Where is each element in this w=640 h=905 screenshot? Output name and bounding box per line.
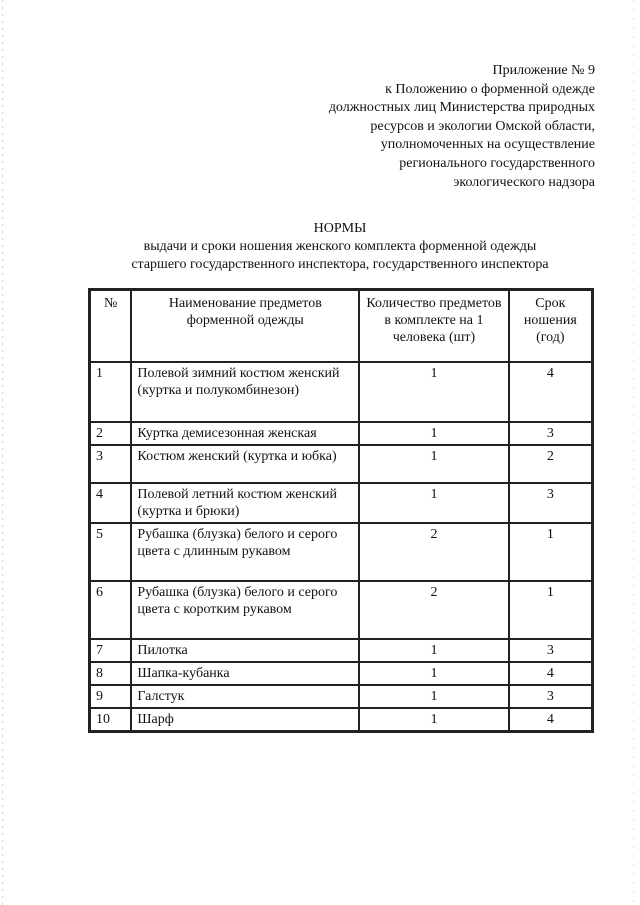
scan-edge-right: [633, 0, 634, 905]
cell-name: Рубашка (блузка) белого и серого цвета с коротким рукавом: [131, 581, 359, 639]
cell-term: 1: [509, 523, 592, 581]
appendix-line: уполномоченных на осуществление: [380, 137, 595, 153]
cell-term: 2: [509, 445, 592, 483]
cell-qty: 1: [359, 483, 508, 523]
cell-num: 5: [90, 523, 131, 581]
appendix-line: ресурсов и экологии Омской области,: [370, 118, 595, 134]
heading-subtitle: старшего государственного инспектора, государственного инспектора: [131, 257, 549, 272]
cell-term: 3: [509, 422, 592, 445]
appendix-line: экологического надзора: [453, 174, 595, 190]
cell-name: Полевой летний костюм женский (куртка и брюки): [131, 483, 359, 523]
heading-subtitle: выдачи и сроки ношения женского комплекта форменной одежды: [143, 239, 537, 254]
cell-term: 3: [509, 685, 592, 708]
document-heading: [85, 220, 595, 274]
heading-title: НОРМЫ: [313, 221, 367, 236]
table-row: [90, 523, 592, 581]
table-row: [90, 445, 592, 483]
table-row: [90, 483, 592, 523]
appendix-block: [255, 62, 595, 192]
table-body: [90, 362, 592, 731]
table-row: [90, 362, 592, 422]
cell-name: Полевой зимний костюм женский (куртка и полукомбинезон): [131, 362, 359, 422]
table-header-row: [90, 290, 592, 362]
table-row: [90, 662, 592, 685]
table-row: [90, 685, 592, 708]
cell-qty: 2: [359, 581, 508, 639]
cell-qty: 1: [359, 639, 508, 662]
cell-name: Пилотка: [131, 639, 359, 662]
cell-qty: 1: [359, 662, 508, 685]
cell-qty: 1: [359, 422, 508, 445]
cell-num: 9: [90, 685, 131, 708]
appendix-line: к Положению о форменной одежде: [385, 81, 595, 97]
cell-name: Шарф: [131, 708, 359, 731]
cell-term: 3: [509, 483, 592, 523]
cell-qty: 1: [359, 685, 508, 708]
table-row: [90, 422, 592, 445]
scan-edge-left: [2, 0, 3, 905]
cell-num: 3: [90, 445, 131, 483]
table-row: [90, 708, 592, 731]
cell-num: 1: [90, 362, 131, 422]
table-row: [90, 581, 592, 639]
cell-qty: 1: [359, 362, 508, 422]
cell-name: Шапка-кубанка: [131, 662, 359, 685]
cell-name: Куртка демисезонная женская: [131, 422, 359, 445]
cell-term: 4: [509, 362, 592, 422]
header-qty: Количество предметов в комплекте на 1 человека (шт): [359, 290, 508, 362]
appendix-line: Приложение № 9: [492, 63, 595, 78]
norms-table: [88, 288, 594, 733]
header-name: Наименование предметов форменной одежды: [131, 290, 359, 362]
cell-num: 10: [90, 708, 131, 731]
header-num: №: [90, 290, 131, 362]
appendix-line: регионального государственного: [399, 155, 595, 171]
cell-num: 6: [90, 581, 131, 639]
cell-term: 3: [509, 639, 592, 662]
cell-name: Костюм женский (куртка и юбка): [131, 445, 359, 483]
appendix-line: должностных лиц Министерства природных: [328, 100, 595, 116]
cell-num: 4: [90, 483, 131, 523]
cell-term: 1: [509, 581, 592, 639]
cell-name: Галстук: [131, 685, 359, 708]
cell-qty: 2: [359, 523, 508, 581]
cell-term: 4: [509, 662, 592, 685]
cell-name: Рубашка (блузка) белого и серого цвета с длинным рукавом: [131, 523, 359, 581]
cell-num: 2: [90, 422, 131, 445]
cell-num: 8: [90, 662, 131, 685]
table-row: [90, 639, 592, 662]
header-term: Срок ношения (год): [509, 290, 592, 362]
cell-qty: 1: [359, 708, 508, 731]
cell-qty: 1: [359, 445, 508, 483]
cell-term: 4: [509, 708, 592, 731]
cell-num: 7: [90, 639, 131, 662]
